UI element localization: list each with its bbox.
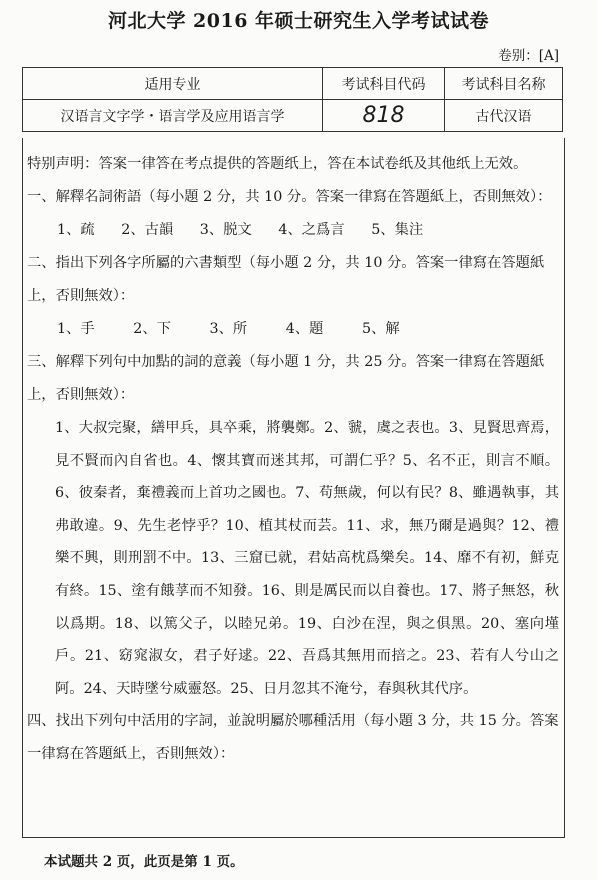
section1-item: 1、疏 bbox=[57, 222, 95, 238]
section2-item: 4、題 bbox=[285, 321, 324, 337]
section1-item: 4、之爲言 bbox=[278, 222, 345, 238]
major-header: 适用专业 bbox=[23, 68, 323, 100]
page-footer: 本试题共 2 页，此页是第 1 页。 bbox=[44, 854, 244, 870]
code-header: 考试科目代码 bbox=[323, 68, 445, 100]
section2-item: 5、解 bbox=[362, 321, 400, 337]
section2-heading: 二、指出下列各字所屬的六書類型（每小題 2 分，共 10 分。答案一律寫在答題紙上，否則無效）： bbox=[27, 255, 545, 304]
volume-label: 卷别：[A] bbox=[498, 48, 559, 64]
section3-body: 1、大叔完聚，繕甲兵，具卒乘，將襲鄭。2、虢，虞之表也。3、見賢思齊焉，見不賢而內自省也。4、懷其寶而迷其邦，可謂仁乎？5、名不正，則言不順。6、彼秦者，棄禮義而上首功之國也。7、苟無歲，何以有民？8、雖遇執事，其弗敢違。9、先生老悖乎？10、植其杖而芸。11、求，無乃爾是過與？12、禮樂不興，則刑罰不中。13、三窟已就，君姑高枕爲樂矣。14、靡不有初，鮮克有終。15、塗有餓莩而不知發。16、則是厲民而以自養也。17、將子無怒，秋以爲期。18、以篤父子，以睦兄弟。19、白沙在涅，與之俱黑。20、塞向墐戶。21、窈窕淑女，君子好逑。22、吾爲其無用而掊之。23、若有人兮山之阿。24、天時墜兮威靈怒。25、日月忽其不淹兮，春與秋其代序。 bbox=[55, 420, 559, 697]
subject-value: 古代汉语 bbox=[445, 100, 563, 132]
section2-item: 1、手 bbox=[57, 321, 95, 337]
section1-item: 5、集注 bbox=[371, 222, 424, 238]
exam-info-table bbox=[22, 67, 563, 132]
section4-heading: 四、找出下列句中活用的字詞，並說明屬於哪種活用（每小題 3 分，共 15 分。答案一律寫在答題紙上，否則無效）： bbox=[27, 713, 559, 763]
special-notice: 特别声明：答案一律答在考点提供的答题纸上，答在本试卷纸及其他纸上无效。 bbox=[27, 156, 528, 172]
subject-header: 考试科目名称 bbox=[445, 68, 563, 100]
exam-content bbox=[27, 148, 559, 771]
exam-title: 河北大学 2016 年硕士研究生入学考试试卷 bbox=[107, 10, 490, 32]
section2-item: 3、所 bbox=[209, 321, 248, 337]
section2-items bbox=[27, 313, 559, 346]
section1-item: 2、古韻 bbox=[121, 222, 174, 238]
section1-heading: 一、解釋名詞術語（每小題 2 分，共 10 分。答案一律寫在答題紙上，否則無效）： bbox=[27, 189, 552, 205]
major-value: 汉语言文字学・语言学及应用语言学 bbox=[23, 100, 323, 132]
code-value: 818 bbox=[323, 100, 445, 132]
section3-heading: 三、解釋下列句中加點的詞的意義（每小題 1 分，共 25 分。答案一律寫在答題紙上，否則無效）： bbox=[27, 354, 545, 403]
section1-item: 3、脱文 bbox=[199, 222, 252, 238]
section2-item: 2、下 bbox=[133, 321, 171, 337]
section1-items bbox=[27, 214, 559, 247]
